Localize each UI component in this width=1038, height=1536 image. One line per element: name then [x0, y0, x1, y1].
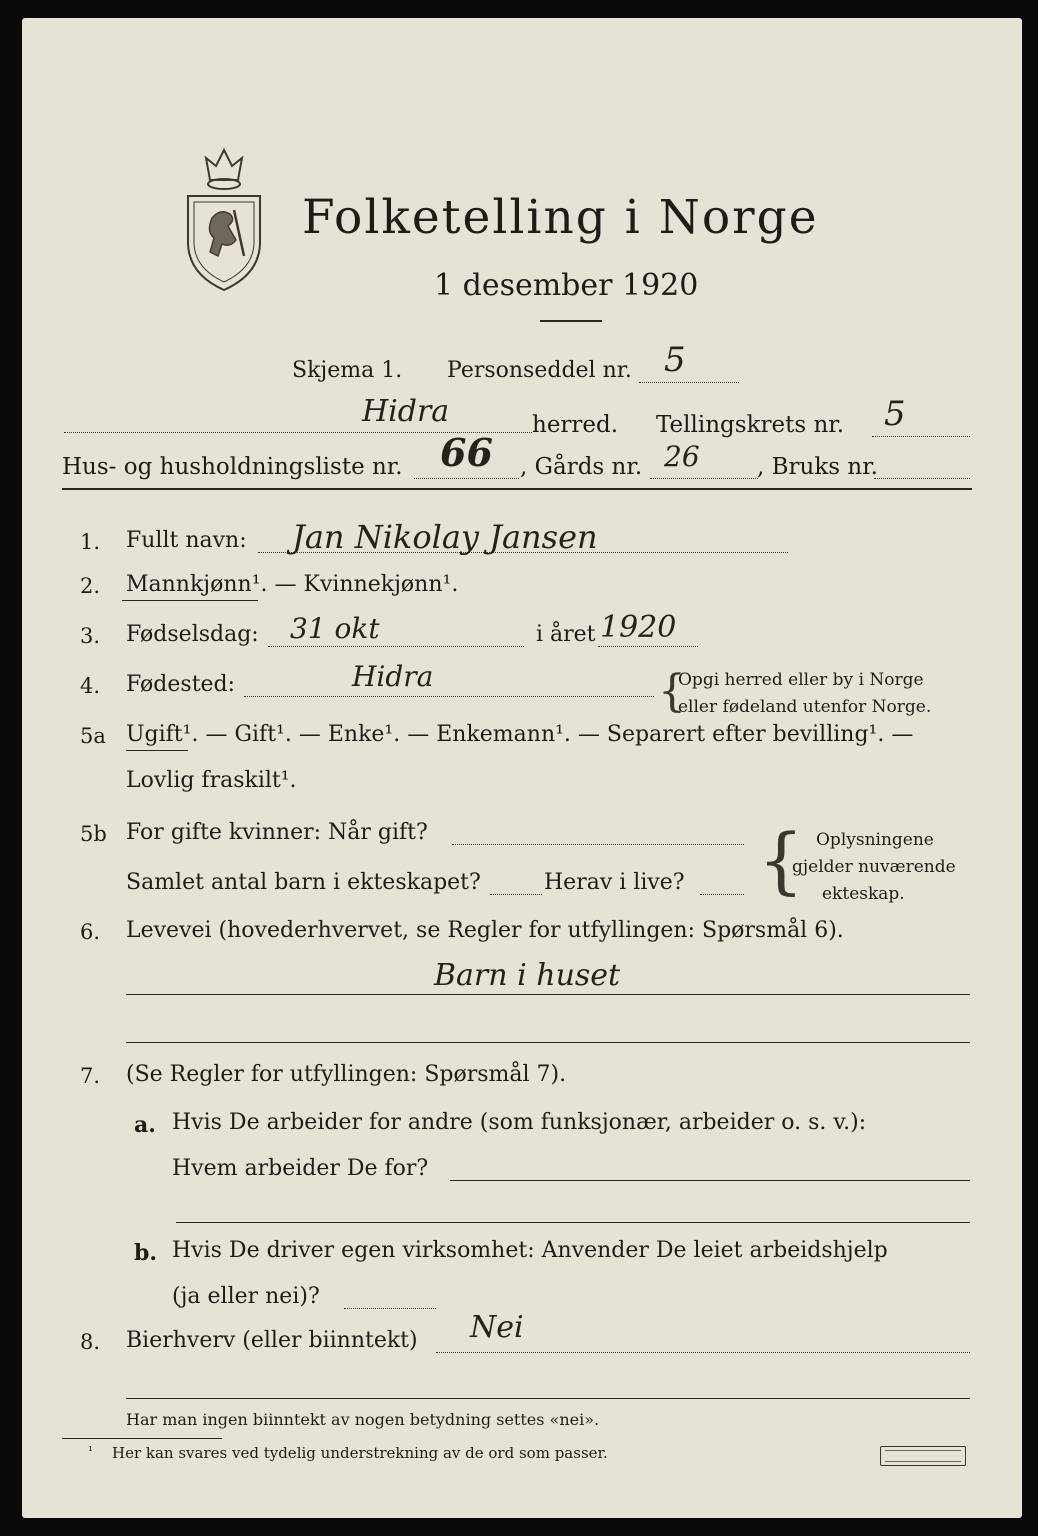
- herred-value: Hidra: [362, 394, 450, 429]
- q3-number: 3.: [80, 624, 101, 648]
- q4-note-line1: Opgi herred eller by i Norge: [678, 670, 924, 690]
- q7a-letter: a.: [134, 1112, 156, 1138]
- skjema-label: Skjema 1.: [292, 358, 403, 383]
- q5b-brace: {: [758, 818, 804, 902]
- husliste-label: Hus- og husholdningsliste nr.: [62, 454, 403, 480]
- q5a-number: 5a: [80, 724, 106, 748]
- q4-number: 4.: [80, 674, 101, 698]
- q7-number: 7.: [80, 1064, 101, 1088]
- q4-note-line2: eller fødeland utenfor Norge.: [678, 697, 932, 717]
- q5b-note-line2: gjelder nuværende: [792, 857, 956, 877]
- q1-full-name-value: Jan Nikolay Jansen: [292, 518, 598, 556]
- q3-label: Fødselsdag:: [126, 622, 259, 647]
- q6-label: Levevei (hovederhvervet, se Regler for utfyllingen: Spørsmål 6).: [126, 918, 844, 943]
- title-divider: [540, 320, 602, 322]
- q5b-note-line1: Oplysningene: [816, 830, 934, 850]
- q8-side-income-value: Nei: [470, 1310, 524, 1345]
- q5b-line2b: Herav i live?: [544, 870, 685, 895]
- q3-year-label: i året: [536, 622, 596, 647]
- q1-number: 1.: [80, 530, 101, 554]
- personseddel-value: 5: [664, 340, 686, 380]
- q5b-line1: For gifte kvinner: Når gift?: [126, 820, 428, 845]
- q7b-letter: b.: [134, 1240, 158, 1266]
- footnote-text: Her kan svares ved tydelig understrekning av de ord som passer.: [112, 1444, 608, 1462]
- printer-stamp: [880, 1446, 966, 1466]
- q3-year-value: 1920: [600, 610, 677, 645]
- q4-label: Fødested:: [126, 672, 236, 697]
- husliste-value: 66: [440, 430, 493, 475]
- q2-number: 2.: [80, 574, 101, 598]
- bruks-label: , Bruks nr.: [757, 454, 878, 480]
- norway-coat-of-arms-emblem: [182, 138, 266, 298]
- q2-gender-options: Mannkjønn¹. — Kvinnekjønn¹.: [126, 572, 459, 597]
- q8-number: 8.: [80, 1330, 101, 1354]
- q7a-line2: Hvem arbeider De for?: [172, 1156, 429, 1181]
- q2-mannkjonn-underline: [122, 600, 258, 601]
- gards-value: 26: [664, 440, 700, 473]
- q7-label: (Se Regler for utfyllingen: Spørsmål 7).: [126, 1062, 567, 1087]
- q5b-line2a: Samlet antal barn i ekteskapet?: [126, 870, 481, 895]
- q8-label: Bierhverv (eller biinntekt): [126, 1328, 418, 1353]
- q1-label: Fullt navn:: [126, 528, 247, 553]
- q5a-marital-options-cont: Lovlig fraskilt¹.: [126, 768, 297, 793]
- census-date: 1 desember 1920: [434, 268, 699, 303]
- header-divider: [62, 488, 972, 490]
- tellingskrets-value: 5: [884, 394, 906, 434]
- q5a-ugift-underline: [126, 750, 188, 751]
- q6-number: 6.: [80, 920, 101, 944]
- q7b-line1: Hvis De driver egen virksomhet: Anvender De leiet arbeidshjelp: [172, 1238, 888, 1263]
- q5b-number: 5b: [80, 822, 107, 846]
- q5a-marital-options: Ugift¹. — Gift¹. — Enke¹. — Enkemann¹. — Separert efter bevilling¹. —: [126, 722, 914, 747]
- gards-label: , Gårds nr.: [520, 454, 643, 480]
- herred-label: herred.: [532, 412, 619, 438]
- personseddel-label: Personseddel nr.: [447, 358, 632, 383]
- census-form: [22, 18, 1022, 1518]
- footnote-mark: ¹: [88, 1444, 93, 1458]
- q4-birthplace-value: Hidra: [352, 660, 434, 693]
- form-title: Folketelling i Norge: [302, 190, 819, 245]
- footer-note: Har man ingen biinntekt av nogen betydning settes «nei».: [126, 1410, 600, 1429]
- q7a-line1: Hvis De arbeider for andre (som funksjonær, arbeider o. s. v.):: [172, 1110, 867, 1135]
- q4-brace: {: [658, 666, 686, 717]
- q5b-note-line3: ekteskap.: [822, 884, 905, 904]
- q7b-line2: (ja eller nei)?: [172, 1284, 320, 1309]
- tellingskrets-label: Tellingskrets nr.: [656, 412, 845, 438]
- q6-occupation-value: Barn i huset: [434, 958, 621, 993]
- q3-birthday-value: 31 okt: [290, 612, 380, 645]
